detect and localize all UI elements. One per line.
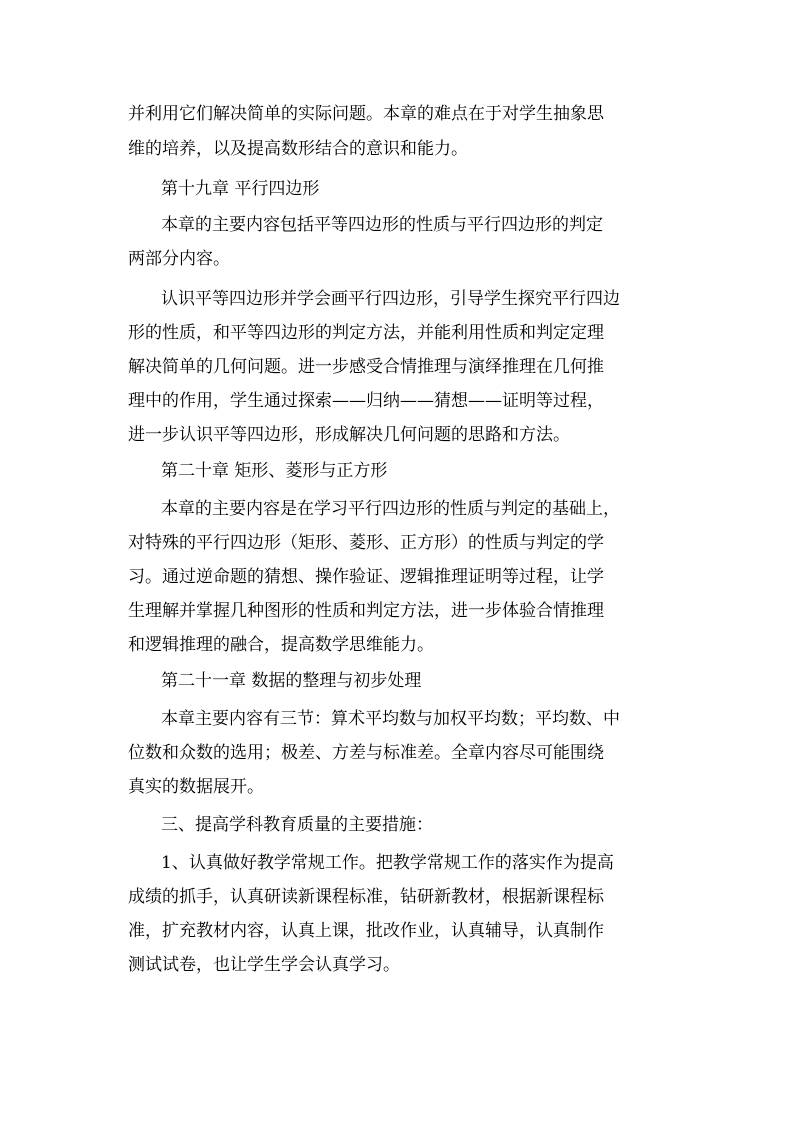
text-line: 进一步认识平等四边形，形成解决几何问题的思路和方法。 <box>128 425 570 445</box>
text-line: 本章的主要内容包括平等四边形的性质与平行四边形的判定 <box>161 215 603 235</box>
text-line: 生理解并掌握几种图形的性质和判定方法，进一步体验合情推理 <box>128 601 604 621</box>
text-line: 认识平等四边形并学会画平行四边形，引导学生探究平行四边 <box>161 289 620 309</box>
section-heading: 三、提高学科教育质量的主要措施： <box>161 815 433 835</box>
text-line: 维的培养，以及提高数形结合的意识和能力。 <box>128 139 468 159</box>
chapter-heading: 第二十一章 数据的整理与初步处理 <box>161 671 422 691</box>
text-line: 对特殊的平行四边形（矩形、菱形、正方形）的性质与判定的学 <box>128 533 604 553</box>
text-line: 两部分内容。 <box>128 249 230 269</box>
chapter-heading: 第二十章 矩形、菱形与正方形 <box>161 461 388 481</box>
text-line: 本章主要内容有三节：算术平均数与加权平均数；平均数、中 <box>161 709 620 729</box>
text-line: 位数和众数的选用；极差、方差与标准差。全章内容尽可能围绕 <box>128 743 604 763</box>
text-line: 理中的作用，学生通过探索——归纳——猜想——证明等过程， <box>128 391 604 411</box>
text-line: 形的性质，和平等四边形的判定方法，并能利用性质和判定定理 <box>128 323 604 343</box>
chapter-heading: 第十九章 平行四边形 <box>161 179 320 199</box>
text-line: 本章的主要内容是在学习平行四边形的性质与判定的基础上， <box>161 499 620 519</box>
text-line: 和逻辑推理的融合，提高数学思维能力。 <box>128 635 434 655</box>
text-line: 成绩的抓手，认真研读新课程标准，钻研新教材，根据新课程标 <box>128 887 604 907</box>
text-line: 准，扩充教材内容，认真上课，批改作业，认真辅导，认真制作 <box>128 921 604 941</box>
text-line: 习。通过逆命题的猜想、操作验证、逻辑推理证明等过程，让学 <box>128 567 604 587</box>
text-line: 测试试卷，也让学生学会认真学习。 <box>128 955 400 975</box>
text-line: 解决简单的几何问题。进一步感受合情推理与演绎推理在几何推 <box>128 357 604 377</box>
text-line: 1、认真做好教学常规工作。把教学常规工作的落实作为提高 <box>161 853 614 873</box>
text-line: 并利用它们解决简单的实际问题。本章的难点在于对学生抽象思 <box>128 104 604 124</box>
text-line: 真实的数据展开。 <box>128 777 264 797</box>
